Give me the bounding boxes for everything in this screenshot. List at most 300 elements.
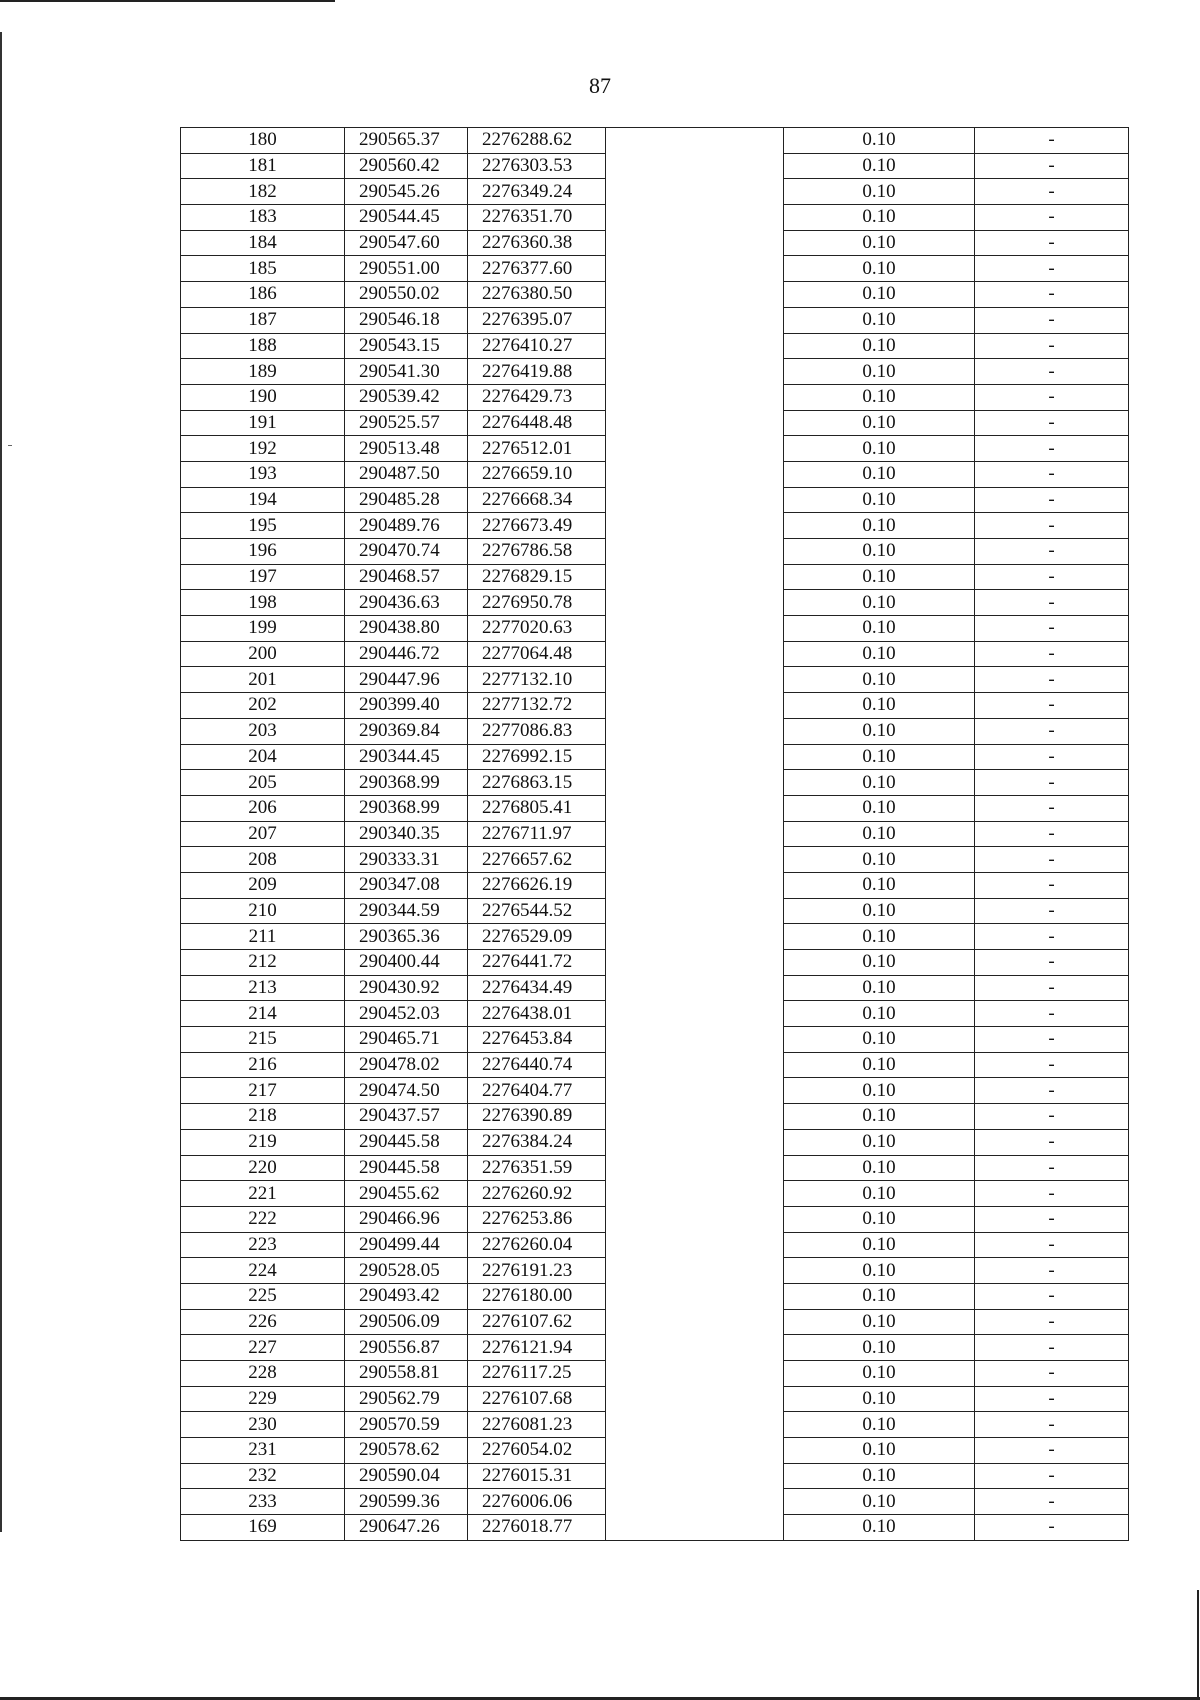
x-coordinate-cell: 290438.80 [345,616,468,642]
point-number-cell: 181 [181,153,345,179]
table-row [181,1309,1129,1335]
x-coordinate-cell: 290570.59 [345,1412,468,1438]
empty-cell [606,950,784,976]
table-row [181,718,1129,744]
value-cell: 0.10 [784,1078,975,1104]
empty-cell [606,153,784,179]
empty-cell [606,256,784,282]
point-number-cell: 210 [181,898,345,924]
table-row [181,1104,1129,1130]
value-cell: 0.10 [784,898,975,924]
y-coordinate-cell: 2276107.68 [468,1386,606,1412]
y-coordinate-cell: 2276673.49 [468,513,606,539]
scan-edge-right [1197,1590,1199,1700]
value-cell: 0.10 [784,1206,975,1232]
x-coordinate-cell: 290368.99 [345,795,468,821]
y-coordinate-cell: 2276081.23 [468,1412,606,1438]
point-number-cell: 228 [181,1361,345,1387]
table-row [181,230,1129,256]
value-cell: 0.10 [784,1438,975,1464]
x-coordinate-cell: 290466.96 [345,1206,468,1232]
y-coordinate-cell: 2276440.74 [468,1052,606,1078]
y-coordinate-cell: 2276711.97 [468,821,606,847]
empty-cell [606,1232,784,1258]
dash-cell: - [975,1515,1129,1541]
point-number-cell: 200 [181,641,345,667]
value-cell: 0.10 [784,821,975,847]
table-row [181,924,1129,950]
empty-cell [606,1206,784,1232]
dash-cell: - [975,1104,1129,1130]
value-cell: 0.10 [784,1104,975,1130]
scan-edge-left [0,32,2,1532]
y-coordinate-cell: 2277132.72 [468,693,606,719]
dash-cell: - [975,436,1129,462]
dash-cell: - [975,821,1129,847]
table-row [181,1206,1129,1232]
x-coordinate-cell: 290499.44 [345,1232,468,1258]
value-cell: 0.10 [784,795,975,821]
x-coordinate-cell: 290369.84 [345,718,468,744]
y-coordinate-cell: 2276351.70 [468,205,606,231]
x-coordinate-cell: 290445.58 [345,1155,468,1181]
point-number-cell: 193 [181,461,345,487]
point-number-cell: 229 [181,1386,345,1412]
value-cell: 0.10 [784,359,975,385]
point-number-cell: 182 [181,179,345,205]
value-cell: 0.10 [784,1309,975,1335]
y-coordinate-cell: 2276544.52 [468,898,606,924]
y-coordinate-cell: 2276054.02 [468,1438,606,1464]
point-number-cell: 211 [181,924,345,950]
value-cell: 0.10 [784,564,975,590]
value-cell: 0.10 [784,590,975,616]
empty-cell [606,898,784,924]
empty-cell [606,1489,784,1515]
point-number-cell: 184 [181,230,345,256]
x-coordinate-cell: 290344.45 [345,744,468,770]
dash-cell: - [975,1129,1129,1155]
dash-cell: - [975,770,1129,796]
y-coordinate-cell: 2277020.63 [468,616,606,642]
table-row [181,1232,1129,1258]
y-coordinate-cell: 2276303.53 [468,153,606,179]
dash-cell: - [975,950,1129,976]
value-cell: 0.10 [784,1283,975,1309]
y-coordinate-cell: 2276253.86 [468,1206,606,1232]
dash-cell: - [975,641,1129,667]
table-row [181,513,1129,539]
value-cell: 0.10 [784,179,975,205]
table-row [181,1027,1129,1053]
empty-cell [606,230,784,256]
table-row [181,1463,1129,1489]
y-coordinate-cell: 2277086.83 [468,718,606,744]
empty-cell [606,564,784,590]
table-row [181,616,1129,642]
point-number-cell: 217 [181,1078,345,1104]
y-coordinate-cell: 2276351.59 [468,1155,606,1181]
dash-cell: - [975,898,1129,924]
scan-edge-top [0,0,335,2]
x-coordinate-cell: 290565.37 [345,128,468,154]
x-coordinate-cell: 290489.76 [345,513,468,539]
point-number-cell: 227 [181,1335,345,1361]
x-coordinate-cell: 290485.28 [345,487,468,513]
empty-cell [606,1129,784,1155]
y-coordinate-cell: 2276380.50 [468,282,606,308]
table-row [181,693,1129,719]
y-coordinate-cell: 2276950.78 [468,590,606,616]
point-number-cell: 232 [181,1463,345,1489]
dash-cell: - [975,1309,1129,1335]
dash-cell: - [975,205,1129,231]
x-coordinate-cell: 290344.59 [345,898,468,924]
table-row [181,641,1129,667]
table-row [181,539,1129,565]
value-cell: 0.10 [784,616,975,642]
x-coordinate-cell: 290365.36 [345,924,468,950]
x-coordinate-cell: 290400.44 [345,950,468,976]
point-number-cell: 233 [181,1489,345,1515]
point-number-cell: 230 [181,1412,345,1438]
empty-cell [606,1386,784,1412]
value-cell: 0.10 [784,770,975,796]
dash-cell: - [975,924,1129,950]
y-coordinate-cell: 2277132.10 [468,667,606,693]
empty-cell [606,641,784,667]
table-row [181,1129,1129,1155]
table-row [181,847,1129,873]
empty-cell [606,205,784,231]
empty-cell [606,1181,784,1207]
table-row [181,1489,1129,1515]
value-cell: 0.10 [784,539,975,565]
point-number-cell: 214 [181,1001,345,1027]
value-cell: 0.10 [784,230,975,256]
point-number-cell: 186 [181,282,345,308]
value-cell: 0.10 [784,667,975,693]
x-coordinate-cell: 290446.72 [345,641,468,667]
table-row [181,1052,1129,1078]
y-coordinate-cell: 2276377.60 [468,256,606,282]
empty-cell [606,847,784,873]
empty-cell [606,1258,784,1284]
dash-cell: - [975,1001,1129,1027]
y-coordinate-cell: 2276657.62 [468,847,606,873]
coordinates-table [180,127,1129,1541]
value-cell: 0.10 [784,1361,975,1387]
value-cell: 0.10 [784,513,975,539]
table-row [181,872,1129,898]
dash-cell: - [975,1412,1129,1438]
y-coordinate-cell: 2276429.73 [468,384,606,410]
y-coordinate-cell: 2276668.34 [468,487,606,513]
x-coordinate-cell: 290578.62 [345,1438,468,1464]
y-coordinate-cell: 2276107.62 [468,1309,606,1335]
value-cell: 0.10 [784,1129,975,1155]
point-number-cell: 231 [181,1438,345,1464]
x-coordinate-cell: 290468.57 [345,564,468,590]
value-cell: 0.10 [784,744,975,770]
y-coordinate-cell: 2276863.15 [468,770,606,796]
table-row [181,1155,1129,1181]
dash-cell: - [975,1335,1129,1361]
value-cell: 0.10 [784,256,975,282]
value-cell: 0.10 [784,1412,975,1438]
table-row [181,333,1129,359]
x-coordinate-cell: 290493.42 [345,1283,468,1309]
empty-cell [606,770,784,796]
empty-cell [606,1412,784,1438]
point-number-cell: 195 [181,513,345,539]
value-cell: 0.10 [784,924,975,950]
dash-cell: - [975,359,1129,385]
dash-cell: - [975,1232,1129,1258]
empty-cell [606,513,784,539]
dash-cell: - [975,1155,1129,1181]
value-cell: 0.10 [784,1232,975,1258]
empty-cell [606,1335,784,1361]
dash-cell: - [975,718,1129,744]
dash-cell: - [975,384,1129,410]
empty-cell [606,693,784,719]
point-number-cell: 215 [181,1027,345,1053]
empty-cell [606,1104,784,1130]
x-coordinate-cell: 290452.03 [345,1001,468,1027]
y-coordinate-cell: 2276805.41 [468,795,606,821]
empty-cell [606,1078,784,1104]
table-row [181,1001,1129,1027]
value-cell: 0.10 [784,1515,975,1541]
empty-cell [606,1515,784,1541]
dash-cell: - [975,795,1129,821]
dash-cell: - [975,1489,1129,1515]
dash-cell: - [975,230,1129,256]
x-coordinate-cell: 290474.50 [345,1078,468,1104]
y-coordinate-cell: 2277064.48 [468,641,606,667]
value-cell: 0.10 [784,153,975,179]
point-number-cell: 197 [181,564,345,590]
dash-cell: - [975,693,1129,719]
value-cell: 0.10 [784,1027,975,1053]
point-number-cell: 213 [181,975,345,1001]
point-number-cell: 221 [181,1181,345,1207]
x-coordinate-cell: 290599.36 [345,1489,468,1515]
y-coordinate-cell: 2276529.09 [468,924,606,950]
y-coordinate-cell: 2276018.77 [468,1515,606,1541]
table-row [181,1412,1129,1438]
dash-cell: - [975,128,1129,154]
dash-cell: - [975,1206,1129,1232]
point-number-cell: 226 [181,1309,345,1335]
value-cell: 0.10 [784,128,975,154]
x-coordinate-cell: 290546.18 [345,307,468,333]
x-coordinate-cell: 290560.42 [345,153,468,179]
value-cell: 0.10 [784,384,975,410]
x-coordinate-cell: 290544.45 [345,205,468,231]
point-number-cell: 216 [181,1052,345,1078]
y-coordinate-cell: 2276121.94 [468,1335,606,1361]
dash-cell: - [975,539,1129,565]
point-number-cell: 169 [181,1515,345,1541]
x-coordinate-cell: 290545.26 [345,179,468,205]
dash-cell: - [975,1386,1129,1412]
empty-cell [606,1052,784,1078]
value-cell: 0.10 [784,487,975,513]
dash-cell: - [975,282,1129,308]
coordinates-table-body [181,128,1129,1541]
empty-cell [606,744,784,770]
table-row [181,1515,1129,1541]
x-coordinate-cell: 290333.31 [345,847,468,873]
y-coordinate-cell: 2276441.72 [468,950,606,976]
dash-cell: - [975,1052,1129,1078]
value-cell: 0.10 [784,461,975,487]
table-row [181,307,1129,333]
dash-cell: - [975,667,1129,693]
point-number-cell: 203 [181,718,345,744]
y-coordinate-cell: 2276992.15 [468,744,606,770]
empty-cell [606,410,784,436]
x-coordinate-cell: 290487.50 [345,461,468,487]
point-number-cell: 204 [181,744,345,770]
y-coordinate-cell: 2276006.06 [468,1489,606,1515]
dash-cell: - [975,872,1129,898]
dash-cell: - [975,487,1129,513]
point-number-cell: 190 [181,384,345,410]
y-coordinate-cell: 2276434.49 [468,975,606,1001]
table-row [181,410,1129,436]
x-coordinate-cell: 290478.02 [345,1052,468,1078]
x-coordinate-cell: 290539.42 [345,384,468,410]
empty-cell [606,667,784,693]
y-coordinate-cell: 2276438.01 [468,1001,606,1027]
dash-cell: - [975,513,1129,539]
empty-cell [606,1438,784,1464]
x-coordinate-cell: 290550.02 [345,282,468,308]
point-number-cell: 220 [181,1155,345,1181]
value-cell: 0.10 [784,1489,975,1515]
point-number-cell: 198 [181,590,345,616]
empty-cell [606,461,784,487]
x-coordinate-cell: 290513.48 [345,436,468,462]
dash-cell: - [975,333,1129,359]
dash-cell: - [975,847,1129,873]
dash-cell: - [975,1283,1129,1309]
point-number-cell: 212 [181,950,345,976]
value-cell: 0.10 [784,975,975,1001]
point-number-cell: 185 [181,256,345,282]
table-row [181,359,1129,385]
table-row [181,256,1129,282]
value-cell: 0.10 [784,436,975,462]
value-cell: 0.10 [784,1052,975,1078]
value-cell: 0.10 [784,410,975,436]
point-number-cell: 191 [181,410,345,436]
dash-cell: - [975,975,1129,1001]
table-row [181,590,1129,616]
dash-cell: - [975,410,1129,436]
dash-cell: - [975,1463,1129,1489]
point-number-cell: 187 [181,307,345,333]
point-number-cell: 201 [181,667,345,693]
empty-cell [606,872,784,898]
y-coordinate-cell: 2276395.07 [468,307,606,333]
y-coordinate-cell: 2276410.27 [468,333,606,359]
table-row [181,795,1129,821]
table-row [181,461,1129,487]
x-coordinate-cell: 290551.00 [345,256,468,282]
y-coordinate-cell: 2276390.89 [468,1104,606,1130]
value-cell: 0.10 [784,641,975,667]
value-cell: 0.10 [784,282,975,308]
point-number-cell: 222 [181,1206,345,1232]
table-row [181,153,1129,179]
y-coordinate-cell: 2276117.25 [468,1361,606,1387]
y-coordinate-cell: 2276260.04 [468,1232,606,1258]
point-number-cell: 194 [181,487,345,513]
value-cell: 0.10 [784,1386,975,1412]
y-coordinate-cell: 2276453.84 [468,1027,606,1053]
table-row [181,1438,1129,1464]
empty-cell [606,539,784,565]
table-row [181,384,1129,410]
table-row [181,1335,1129,1361]
x-coordinate-cell: 290347.08 [345,872,468,898]
empty-cell [606,384,784,410]
point-number-cell: 196 [181,539,345,565]
empty-cell [606,1001,784,1027]
value-cell: 0.10 [784,1181,975,1207]
y-coordinate-cell: 2276260.92 [468,1181,606,1207]
point-number-cell: 205 [181,770,345,796]
x-coordinate-cell: 290556.87 [345,1335,468,1361]
point-number-cell: 183 [181,205,345,231]
x-coordinate-cell: 290437.57 [345,1104,468,1130]
x-coordinate-cell: 290465.71 [345,1027,468,1053]
x-coordinate-cell: 290340.35 [345,821,468,847]
x-coordinate-cell: 290399.40 [345,693,468,719]
x-coordinate-cell: 290647.26 [345,1515,468,1541]
y-coordinate-cell: 2276626.19 [468,872,606,898]
x-coordinate-cell: 290541.30 [345,359,468,385]
empty-cell [606,1283,784,1309]
y-coordinate-cell: 2276448.48 [468,410,606,436]
scan-speck [8,445,12,446]
value-cell: 0.10 [784,1155,975,1181]
x-coordinate-cell: 290430.92 [345,975,468,1001]
value-cell: 0.10 [784,847,975,873]
dash-cell: - [975,1361,1129,1387]
empty-cell [606,616,784,642]
x-coordinate-cell: 290543.15 [345,333,468,359]
table-row [181,564,1129,590]
table-row [181,282,1129,308]
table-row [181,1361,1129,1387]
table-row [181,821,1129,847]
point-number-cell: 219 [181,1129,345,1155]
dash-cell: - [975,1181,1129,1207]
y-coordinate-cell: 2276015.31 [468,1463,606,1489]
point-number-cell: 218 [181,1104,345,1130]
dash-cell: - [975,1027,1129,1053]
point-number-cell: 225 [181,1283,345,1309]
y-coordinate-cell: 2276512.01 [468,436,606,462]
dash-cell: - [975,744,1129,770]
table-row [181,1283,1129,1309]
value-cell: 0.10 [784,1463,975,1489]
